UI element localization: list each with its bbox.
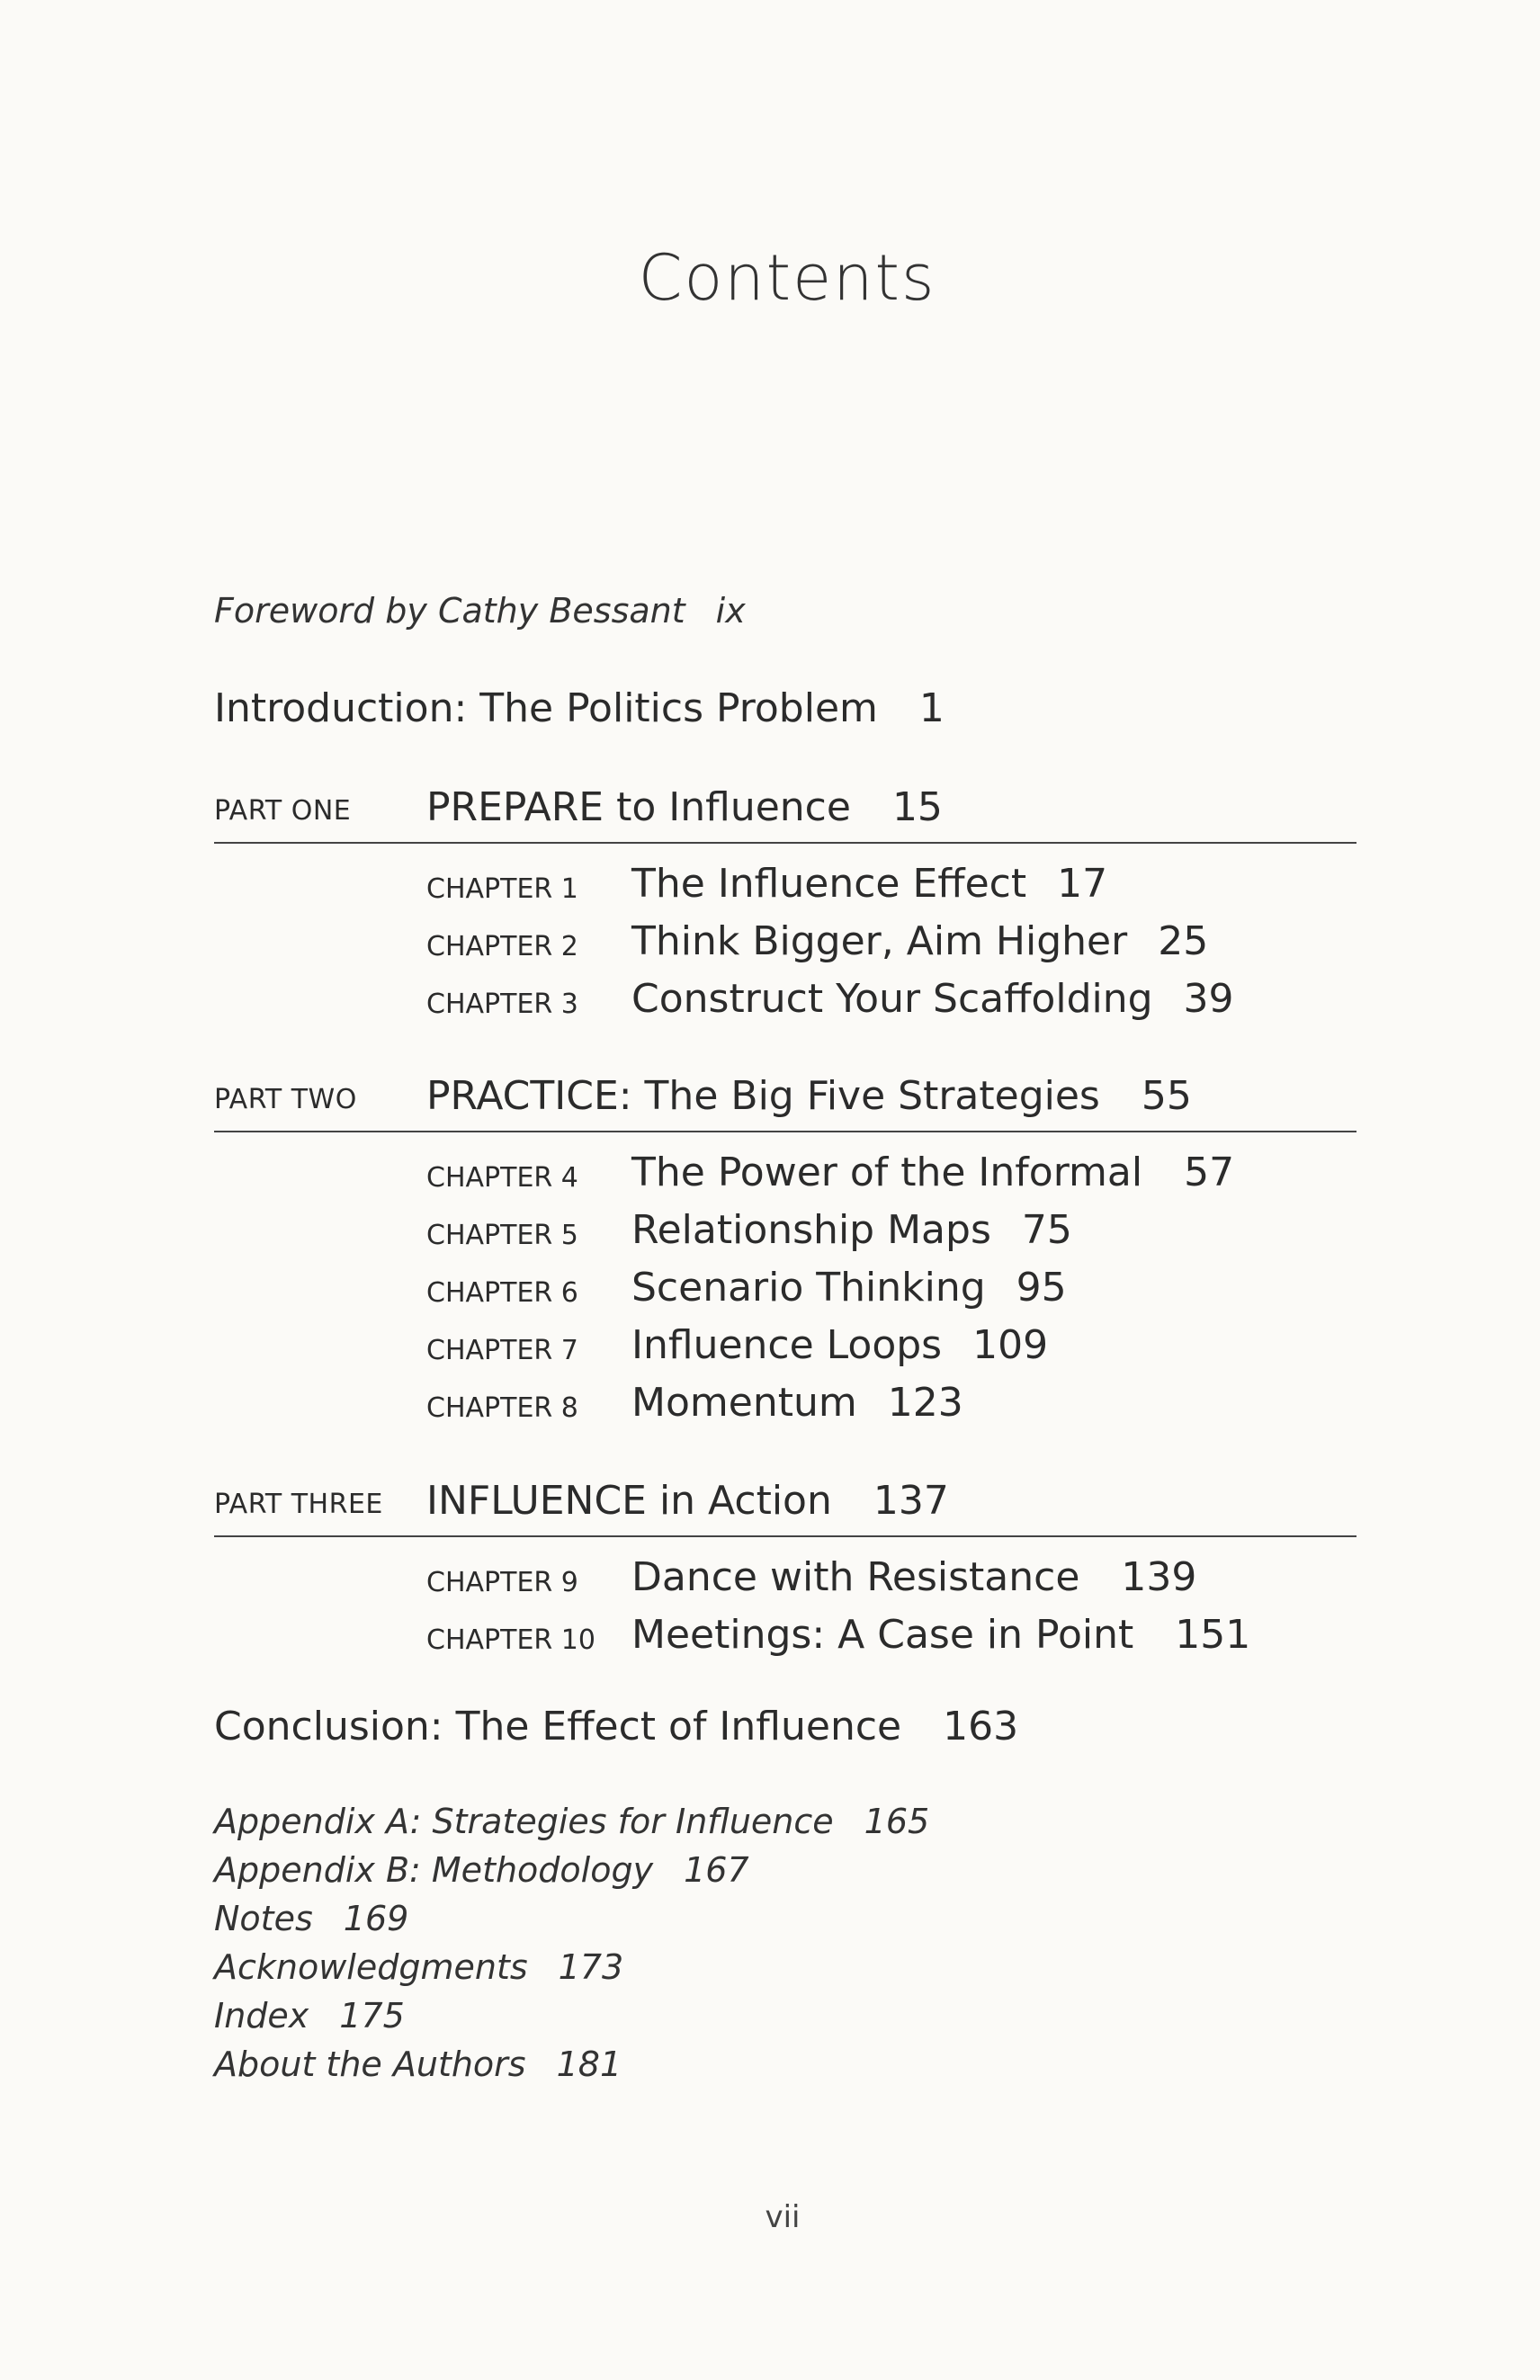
toc-foreword-page: ix — [715, 591, 746, 631]
chapter-3-entry[interactable] — [631, 976, 1234, 1022]
toc-introduction-label: Introduction: The Politics Problem — [214, 685, 878, 731]
part-one-label: PART ONE — [214, 795, 352, 827]
chapter-2-title: Think Bigger, Aim Higher — [631, 918, 1128, 964]
chapter-8-entry[interactable] — [631, 1380, 963, 1426]
chapter-3-label: CHAPTER 3 — [426, 989, 578, 1020]
toc-acknowledgments-page: 173 — [558, 1947, 624, 1987]
chapter-9-label: CHAPTER 9 — [426, 1567, 578, 1598]
toc-conclusion-label: Conclusion: The Effect of Influence — [214, 1704, 902, 1749]
toc-introduction[interactable] — [214, 685, 945, 731]
chapter-10-page: 151 — [1175, 1612, 1251, 1658]
part-two-page: 55 — [1141, 1073, 1192, 1119]
toc-notes-page: 169 — [343, 1899, 409, 1938]
toc-foreword-label: Foreword by Cathy Bessant — [214, 591, 685, 631]
toc-index[interactable] — [214, 1996, 405, 2036]
part-three-label: PART THREE — [214, 1489, 383, 1520]
chapter-5-title: Relationship Maps — [631, 1207, 991, 1253]
chapter-5-label: CHAPTER 5 — [426, 1220, 578, 1251]
chapter-8-page: 123 — [887, 1380, 963, 1426]
chapter-3-page: 39 — [1183, 976, 1234, 1022]
toc-appendix-b-page: 167 — [684, 1850, 749, 1890]
toc-notes[interactable] — [214, 1899, 408, 1938]
chapter-4-title: The Power of the Informal — [631, 1150, 1143, 1195]
chapter-7-entry[interactable] — [631, 1322, 1048, 1368]
chapter-6-page: 95 — [1016, 1265, 1067, 1311]
part-one-page: 15 — [891, 784, 943, 830]
chapter-5-entry[interactable] — [631, 1207, 1072, 1253]
chapter-4-label: CHAPTER 4 — [426, 1162, 578, 1194]
toc-about-authors[interactable] — [214, 2044, 622, 2084]
chapter-2-entry[interactable] — [631, 918, 1208, 964]
chapter-7-title: Influence Loops — [631, 1322, 943, 1368]
chapter-8-label: CHAPTER 8 — [426, 1392, 578, 1424]
part-two-title-row[interactable] — [426, 1073, 1192, 1119]
page-folio: vii — [765, 2199, 801, 2235]
chapter-5-page: 75 — [1021, 1207, 1072, 1253]
part-two-rule — [214, 1131, 1356, 1132]
chapter-9-entry[interactable] — [631, 1554, 1196, 1600]
toc-about-authors-page: 181 — [556, 2044, 622, 2084]
chapter-9-title: Dance with Resistance — [631, 1554, 1080, 1600]
toc-about-authors-label: About the Authors — [214, 2044, 526, 2084]
chapter-7-page: 109 — [972, 1322, 1049, 1368]
toc-appendix-a-label: Appendix A: Strategies for Influence — [214, 1802, 834, 1841]
part-one-title-row[interactable] — [426, 784, 943, 830]
toc-foreword[interactable] — [214, 591, 746, 631]
chapter-1-page: 17 — [1057, 861, 1108, 907]
chapter-10-entry[interactable] — [631, 1612, 1250, 1658]
toc-acknowledgments[interactable] — [214, 1947, 623, 1987]
part-three-title: INFLUENCE in Action — [426, 1478, 832, 1524]
chapter-4-page: 57 — [1184, 1150, 1235, 1195]
chapter-6-title: Scenario Thinking — [631, 1265, 986, 1311]
toc-appendix-b[interactable] — [214, 1850, 749, 1890]
part-three-rule — [214, 1535, 1356, 1537]
toc-appendix-a-page: 165 — [864, 1802, 930, 1841]
chapter-6-label: CHAPTER 6 — [426, 1277, 578, 1309]
toc-index-label: Index — [214, 1996, 309, 2036]
chapter-2-label: CHAPTER 2 — [426, 931, 578, 962]
chapter-4-entry[interactable] — [631, 1150, 1234, 1195]
toc-conclusion-page: 163 — [943, 1704, 1019, 1749]
part-one-title: PREPARE to Influence — [426, 784, 851, 830]
toc-index-page: 175 — [339, 1996, 405, 2036]
toc-conclusion[interactable] — [214, 1704, 1018, 1749]
chapter-9-page: 139 — [1121, 1554, 1197, 1600]
chapter-1-entry[interactable] — [631, 861, 1107, 907]
chapter-7-label: CHAPTER 7 — [426, 1335, 578, 1366]
chapter-1-label: CHAPTER 1 — [426, 873, 578, 905]
chapter-6-entry[interactable] — [631, 1265, 1067, 1311]
page-title: Contents — [638, 241, 936, 315]
chapter-2-page: 25 — [1158, 918, 1209, 964]
chapter-10-label: CHAPTER 10 — [426, 1624, 595, 1656]
part-three-page: 137 — [873, 1478, 949, 1524]
toc-appendix-b-label: Appendix B: Methodology — [214, 1850, 654, 1890]
toc-notes-label: Notes — [214, 1899, 313, 1938]
toc-introduction-page: 1 — [918, 685, 945, 731]
toc-appendix-a[interactable] — [214, 1802, 929, 1841]
chapter-8-title: Momentum — [631, 1380, 857, 1426]
toc-acknowledgments-label: Acknowledgments — [214, 1947, 528, 1987]
chapter-3-title: Construct Your Scaffolding — [631, 976, 1153, 1022]
chapter-1-title: The Influence Effect — [631, 861, 1027, 907]
part-two-label: PART TWO — [214, 1084, 357, 1115]
chapter-10-title: Meetings: A Case in Point — [631, 1612, 1134, 1658]
part-two-title: PRACTICE: The Big Five Strategies — [426, 1073, 1100, 1119]
part-one-rule — [214, 842, 1356, 844]
part-three-title-row[interactable] — [426, 1478, 949, 1524]
